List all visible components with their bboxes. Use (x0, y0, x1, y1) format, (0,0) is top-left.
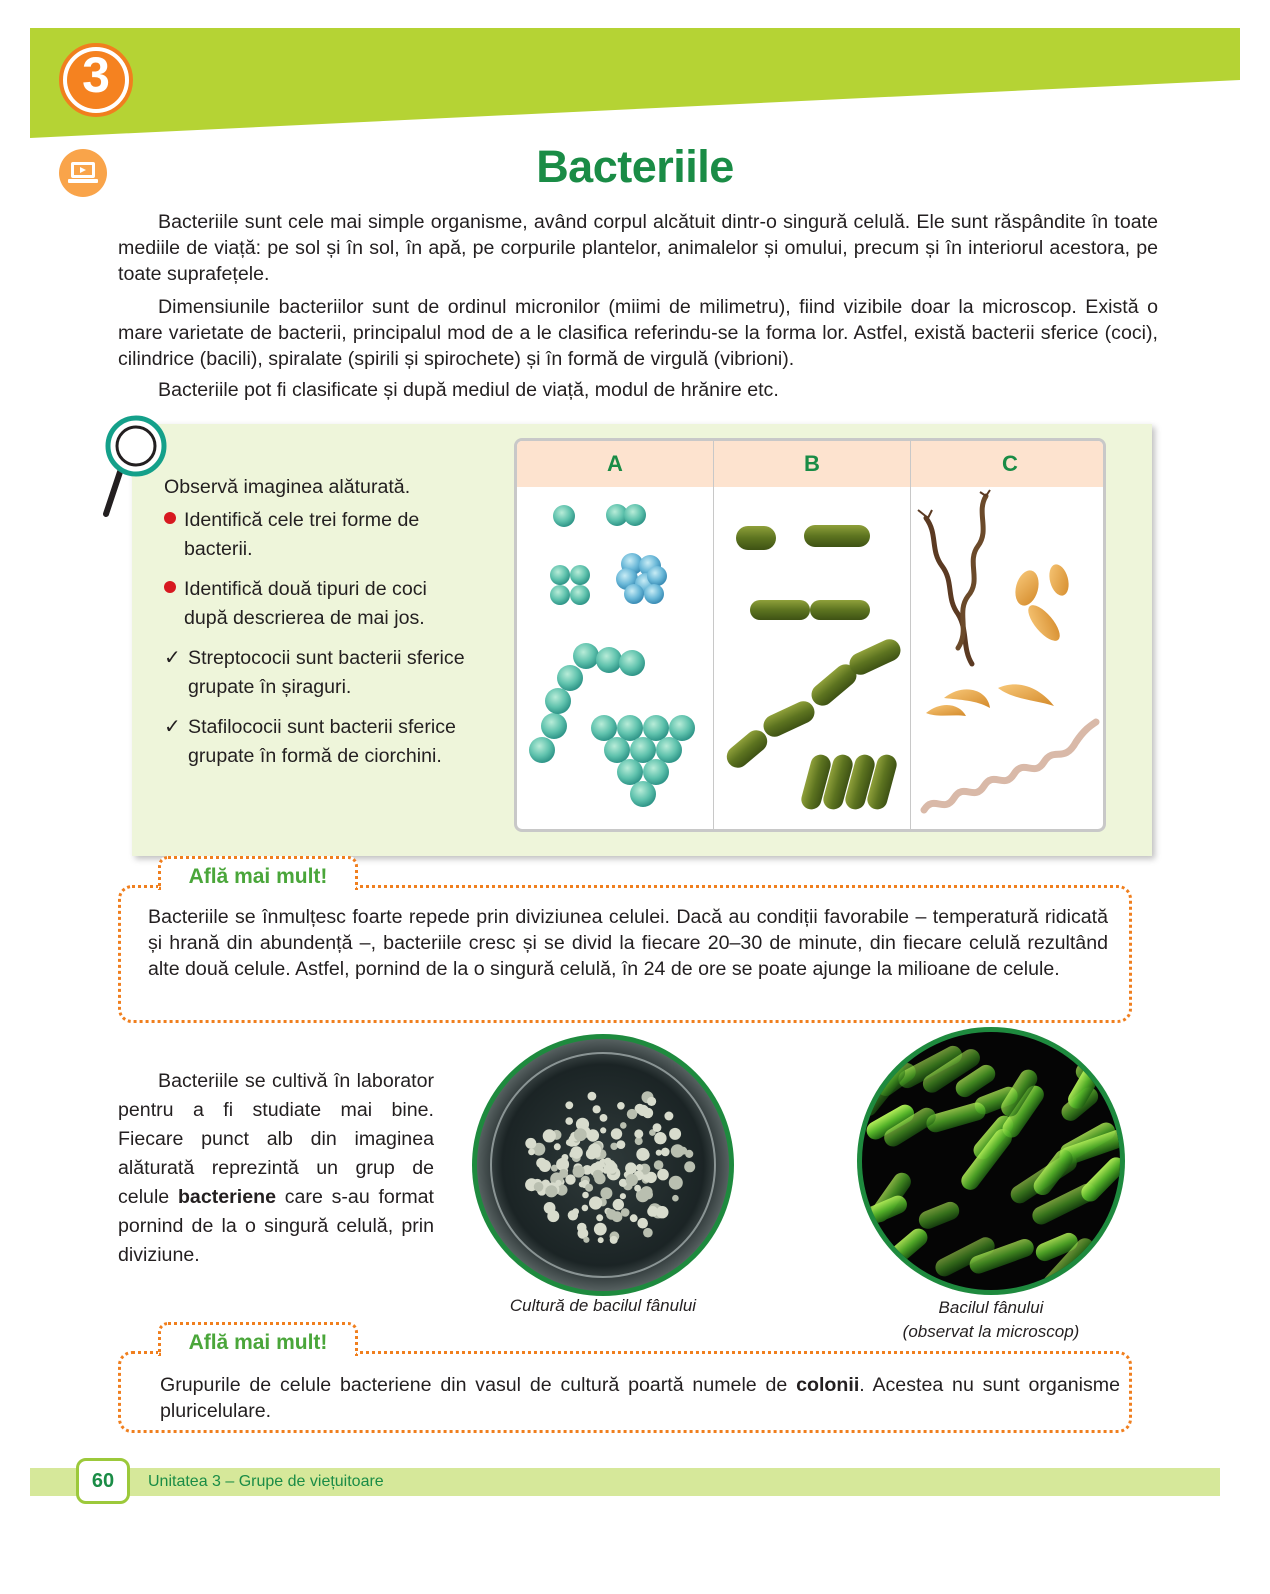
colony-dot (566, 1139, 573, 1146)
colony-dot (657, 1169, 669, 1181)
footer-unit-text: Unitatea 3 – Grupe de viețuitoare (148, 1473, 384, 1490)
caption-line: Bacilul fânului (938, 1298, 1044, 1317)
colony-dot (559, 1169, 568, 1178)
colony-dot (600, 1187, 612, 1199)
colony-dot (608, 1161, 615, 1168)
colony-dot (637, 1105, 648, 1116)
culture-text: Bacteriile se cultivă în laborator pentru a fi studiate mai bine. Fiecare punct alb din imaginea alăturată reprezintă un grup de celule (118, 1070, 434, 1208)
colony-dot (653, 1123, 662, 1132)
colony-dot (626, 1174, 638, 1186)
colony-dot (613, 1199, 624, 1210)
colony-dot (585, 1184, 593, 1192)
culture-paragraph (118, 1067, 434, 1270)
bacteria-illustrations (514, 438, 1106, 832)
petri-dish-photo (470, 1032, 736, 1298)
colony-dot (582, 1205, 589, 1212)
colony-dot (556, 1158, 569, 1171)
colony-dot (589, 1196, 602, 1209)
colony-dot (611, 1128, 622, 1139)
colony-dot (545, 1185, 557, 1197)
colony-dot (600, 1114, 608, 1122)
colony-dot (617, 1140, 626, 1149)
column-header-b: B (714, 441, 910, 487)
colony-dot (588, 1092, 597, 1101)
colony-dot (617, 1102, 625, 1110)
colony-dot (594, 1173, 605, 1184)
colony-dot (610, 1236, 618, 1244)
colony-dot (656, 1150, 662, 1156)
colony-dot (634, 1185, 641, 1192)
colony-dot (573, 1165, 585, 1177)
fact-text: Streptococii sunt bacterii sferice grupate în șiraguri. (188, 647, 465, 698)
colony-dot (656, 1206, 668, 1218)
task-text: Identifică cele trei forme de bacterii. (184, 509, 420, 560)
colony-dot (543, 1129, 556, 1142)
colony-dot (593, 1105, 601, 1113)
colony-dot (641, 1186, 653, 1198)
column-header-a: A (517, 441, 713, 487)
caption-line: (observat la microscop) (902, 1322, 1080, 1341)
intro-paragraph-2: Dimensiunile bacteriilor sunt de ordinul micronilor (miimi de milimetru), fiind vizibile doar la microscop. Există o mare varietate de bacterii, principalul mod de a le clasifica referindu-se la forma lor. Astfel, există bacterii sferice (coci), cilindrice (bacili), spiralate (spirili și spirochete) și în formă de virgulă (vibrioni). (118, 296, 1158, 370)
colony-dot (583, 1237, 589, 1243)
colony-dot (565, 1117, 573, 1125)
colony-dot (647, 1097, 656, 1106)
colony-dot (661, 1148, 670, 1157)
microscope-photo (856, 1026, 1126, 1296)
colony-dot (636, 1148, 649, 1161)
colony-dot (620, 1122, 627, 1129)
colony-dot (600, 1127, 606, 1133)
info-box-tab: Află mai mult! (158, 856, 358, 890)
colony-dot (654, 1160, 664, 1170)
colony-dot (574, 1128, 587, 1141)
colony-dot (634, 1129, 643, 1138)
spiral-bacteria-group (918, 490, 1096, 810)
fact-item (164, 644, 484, 702)
info-box-text (160, 1372, 1120, 1424)
info-box-text: Bacteriile se înmulțesc foarte repede prin diviziunea celulei. Dacă au condiții favorabile – temperatură ridicată și hrană din abundență –, bacteriile cresc și se divid la fiecare 20–30 de minute, din fiecare celulă rezultând alte două celule. Astfel, pornind de la o singură celulă, în 24 de ore se poate ajunge la milioane de celule. (148, 906, 1108, 980)
colony-dot (685, 1150, 693, 1158)
colony-dot (598, 1237, 604, 1243)
colony-dot (643, 1228, 653, 1238)
colony-dot (594, 1223, 607, 1236)
page-number: 60 (76, 1458, 130, 1504)
colony-dot (596, 1214, 603, 1221)
unit-number: 3 (82, 47, 110, 103)
colony-dot (577, 1223, 587, 1233)
colony-dot (684, 1161, 695, 1172)
info-text-bold: colonii (796, 1374, 860, 1396)
cocci-group (529, 504, 695, 807)
info-text: Grupurile de celule bacteriene din vasul de cultură poartă numele de (160, 1374, 797, 1396)
colony-dot (555, 1180, 561, 1186)
colony-dot (620, 1193, 626, 1199)
colony-dot (669, 1176, 683, 1190)
colony-dot (612, 1211, 623, 1222)
colony-dot (588, 1143, 601, 1156)
intro-paragraph-3: Bacteriile pot fi clasificate și după mediul de viață, modul de hrănire etc. (158, 379, 779, 401)
check-mark-icon: ✓ (164, 647, 181, 669)
fact-text: Stafilococii sunt bacterii sferice grupate în formă de ciorchini. (188, 716, 456, 767)
info-text: . Acestea nu sunt organisme pluricelulare. (160, 1374, 1120, 1422)
colony-dot (528, 1149, 535, 1156)
task-item (164, 575, 484, 633)
task-item (164, 506, 484, 564)
colony-dot (587, 1129, 599, 1141)
intro-paragraph-1: Bacteriile sunt cele mai simple organisme, având corpul alcătuit dintr-o singură celulă. Ele sunt răspândite în toate mediile de viață: pe sol și în sol, în apă, pe corpurile plantelor, animalelor și omului, precum și în interiorul acestora, pe toate suprafețele. (118, 211, 1158, 285)
caption-microscope (856, 1296, 1126, 1344)
bacillus-rod (1072, 1026, 1126, 1084)
task-text: Identifică două tipuri de coci după descrierea de mai jos. (184, 578, 427, 629)
red-bullet-icon (164, 512, 176, 524)
colony-dot (534, 1182, 544, 1192)
colony-dot (636, 1164, 643, 1171)
fact-item (164, 713, 484, 771)
colony-dot (627, 1109, 637, 1119)
colony-dot (570, 1146, 582, 1158)
colony-dot (554, 1143, 561, 1150)
magnifier-icon (100, 414, 172, 520)
colony-dot (637, 1218, 648, 1229)
colony-dot (672, 1195, 679, 1202)
colony-dot (606, 1209, 613, 1216)
colony-dot (664, 1112, 673, 1121)
page-title: Bacteriile (536, 141, 734, 192)
colony-dot (654, 1132, 666, 1144)
colony-dot (565, 1101, 573, 1109)
colony-dot (582, 1192, 589, 1199)
colony-dot (525, 1138, 536, 1149)
colony-dot (536, 1158, 547, 1169)
colony-dot (544, 1202, 556, 1214)
colony-dot (568, 1210, 578, 1220)
bacilli-group (722, 525, 904, 812)
observation-intro: Observă imaginea alăturată. (164, 476, 411, 498)
culture-text: care s-au format pornind de la o singură celulă, prin diviziune. (118, 1186, 435, 1266)
caption-culture: Cultură de bacilul fânului (509, 1296, 697, 1315)
colony-dot (669, 1128, 681, 1140)
check-mark-icon: ✓ (164, 716, 181, 738)
red-bullet-icon (164, 581, 176, 593)
culture-text-bold: bacteriene (177, 1186, 276, 1208)
info-box-tab: Află mai mult! (158, 1322, 358, 1356)
header-band (30, 28, 1240, 140)
colony-dot (630, 1214, 638, 1222)
column-header-c: C (911, 441, 1106, 487)
